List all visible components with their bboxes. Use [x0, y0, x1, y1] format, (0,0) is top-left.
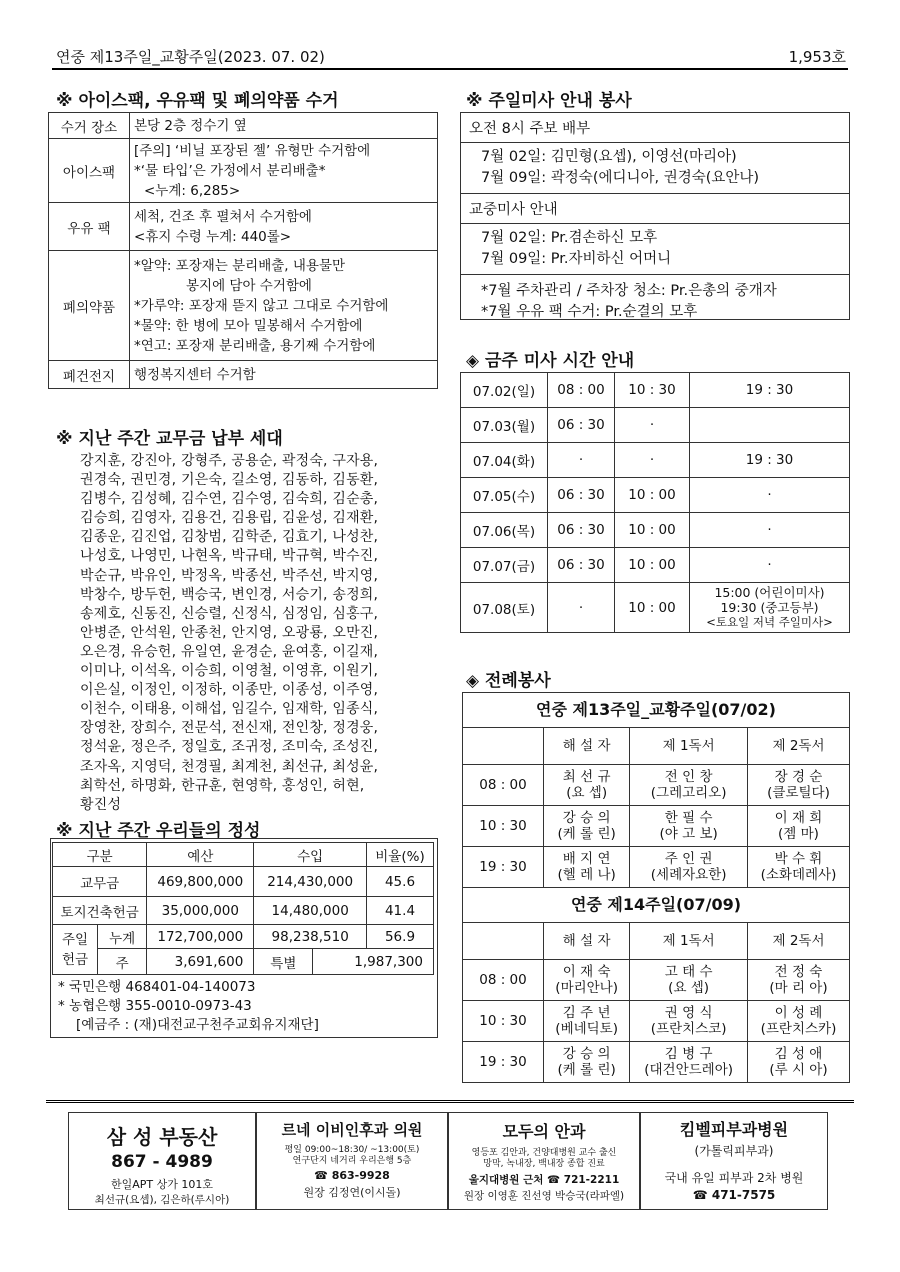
service-notes: *7월 주차관리 / 주차장 청소: Pr.은총의 중개자 *7월 우유 팩 수거: Pr.순결의 모후: [481, 283, 777, 320]
ad-dermatology: 킴벨피부과병원 (가톨릭피부과) 국내 유일 피부과 2차 병원 ☎ 471-7575: [640, 1112, 828, 1210]
recycle-value: 세척, 건조 후 펼쳐서 수거함에 <휴지 수령 누계: 440롤>: [130, 203, 438, 251]
recycle-value: 본당 2층 정수기 옆: [130, 113, 438, 139]
recycle-row: [49, 113, 438, 139]
recycle-row: [49, 361, 438, 389]
liturgy-row: 08 : 00 이 재 숙 (마리안나) 고 태 수 (요 셉) 전 정 숙 (마 리 아): [463, 960, 850, 1001]
finance-row: 교무금 469,800,000 214,430,000 45.6: [53, 867, 434, 897]
liturgy-row: 19 : 30 배 지 연 (헬 레 나) 주 인 권 (세례자요한) 박 수 휘 (소화데레사): [463, 847, 850, 888]
service-box: [460, 112, 850, 320]
mass-row: 07.05(수) 06 : 30 10 : 00 ·: [461, 478, 850, 513]
recycle-key: 폐건전지: [49, 361, 130, 389]
liturgy-table: [462, 692, 850, 1083]
mass-times-title: ◈ 금주 미사 시간 안내: [466, 351, 635, 371]
issue-number: 1,953호: [788, 48, 846, 66]
liturgy-week-caption: 연중 제14주일(07/09): [463, 888, 850, 923]
service-title: ※ 주일미사 안내 봉사: [466, 91, 632, 111]
mass-row: 07.04(화) · · 19 : 30: [461, 443, 850, 478]
mass-row: 07.03(월) 06 : 30 ·: [461, 408, 850, 443]
mass-times-table: [460, 372, 850, 633]
recycle-value: [주의] ‘비닐 포장된 젤’ 유형만 수거함에 *‘물 타입’은 가정에서 분리배출* <누계: 6,285>: [130, 139, 438, 203]
recycle-title: ※ 아이스팩, 우유팩 및 폐의약품 수거: [56, 91, 339, 111]
finance-row: 주일 헌금 누계 172,700,000 98,238,510 56.9: [53, 925, 434, 949]
service-sec1-title: 오전 8시 주보 배부: [461, 113, 849, 143]
liturgy-header-row: 해 설 자 제 1독서 제 2독서: [463, 923, 850, 960]
ads-strip: [68, 1112, 856, 1210]
mass-row: 07.02(일) 08 : 00 10 : 30 19 : 30: [461, 373, 850, 408]
service-sec2-title: 교중미사 안내: [461, 194, 849, 224]
recycle-row: [49, 203, 438, 251]
mass-row-saturday: 07.08(토) · 10 : 00 15:00 (어린이미사) 19:30 (중고등부) <토요일 저녁 주일미사>: [461, 583, 850, 633]
bulletin-title: 연중 제13주일_교황주일(2023. 07. 02): [56, 48, 325, 66]
ads-divider: [46, 1100, 854, 1103]
finance-header-row: 구분 예산 수입 비율(%): [53, 843, 434, 867]
liturgy-week-caption: 연중 제13주일_교황주일(07/02): [463, 693, 850, 728]
page-header: [52, 44, 848, 70]
liturgy-row: 10 : 30 김 주 년 (베네딕토) 권 영 식 (프란치스코) 이 성 례 (프란치스카): [463, 1001, 850, 1042]
liturgy-row: 10 : 30 강 승 의 (케 롤 린) 한 필 수 (야 고 보) 이 재 희 (젬 마): [463, 806, 850, 847]
ad-ent-clinic: 르네 이비인후과 의원 평일 09:00~18:30/ ~13:00(토) 연구단지 네거리 우리은행 5층 ☎ 863-9928 원장 김정연(이시돌): [256, 1112, 448, 1210]
liturgy-header-row: 해 설 자 제 1독서 제 2독서: [463, 728, 850, 765]
ad-eye-clinic: 모두의 안과 영등포 김안과, 건양대병원 교수 출신 망막, 녹내장, 백내장 종합 진료 울지대병원 근처 ☎ 721-2211 원장 이영훈 진선영 박승국(라파엘): [448, 1112, 640, 1210]
bank-info: * 국민은행 468401-04-140073 * 농협은행 355-0010-0973-43 [예금주 : (재)대전교구천주교회유지재단]: [58, 979, 319, 1033]
finance-table: [52, 842, 434, 975]
ad-real-estate: 삼 성 부동산 867 - 4989 한일APT 상가 101호 최선규(요셉), 김은하(루시아): [68, 1112, 256, 1210]
mass-row: 07.07(금) 06 : 30 10 : 00 ·: [461, 548, 850, 583]
recycle-row: [49, 251, 438, 361]
finance-row: 토지건축헌금 35,000,000 14,480,000 41.4: [53, 897, 434, 925]
recycle-key: 우유 팩: [49, 203, 130, 251]
finance-row: 주 3,691,600 특별 1,987,300: [53, 949, 434, 975]
recycle-value: *알약: 포장재는 분리배출, 내용물만 봉지에 담아 수거함에 *가루약: 포장재 뜯지 않고 그대로 수거함에 *물약: 한 병에 모아 밀봉해서 수거함에 *연고: 포장재 분리배출, 용기째 수거함에: [130, 251, 438, 361]
donors-title: ※ 지난 주간 교무금 납부 세대: [56, 429, 283, 449]
mass-row: 07.06(목) 06 : 30 10 : 00 ·: [461, 513, 850, 548]
finance-title: ※ 지난 주간 우리들의 정성: [56, 821, 261, 841]
recycle-table: [48, 112, 438, 389]
liturgy-title: ◈ 전례봉사: [466, 671, 551, 691]
recycle-row: [49, 139, 438, 203]
service-sec2-body: 7월 02일: Pr.겸손하신 모후 7월 09일: Pr.자비하신 어머니: [461, 224, 849, 275]
liturgy-row: 08 : 00 최 선 규 (요 셉) 전 인 창 (그레고리오) 장 경 순 (클로틸다): [463, 765, 850, 806]
donor-list: 강지훈, 강진아, 강형주, 공용순, 곽정숙, 구자용, 권경숙, 권민경, 기은숙, 길소영, 김동하, 김동환, 김병수, 김성혜, 김수연, 김수영, 김숙희, 김순총, 김승희, 김영자, 김용건, 김용립, 김윤성, 김재환, 김종운, 김진업, 김창범, 김학준, 김효기, 나성찬, 나성호, 나영민, 나현옥, 박규태, 박규혁, 박수진, 박순규, 박유인, 박정옥, 박종선, 박주선, 박지영, 박창수, 방두헌, 백승국, 변인경, 서승기, 송정희, 송제호, 신동진, 신승렬, 신정식, 심정임, 심홍구, 안병준, 안석원, 안종천, 안지영, 오광룡, 오만진, 오은경, 유승헌, 유일연, 윤경순, 윤여홍, 이길재, 이미나, 이석옥, 이승희, 이영철, 이영휴, 이원기, 이은실, 이정인, 이정하, 이종만, 이종성, 이주영, 이천수, 이태용, 이해섭, 임길수, 임재학, 임종식, 장영찬, 장희수, 전문석, 전신재, 전인창, 정경웅, 정석윤, 정은주, 정일호, 조귀정, 조미숙, 조성진, 조자옥, 지영덕, 천경필, 최계천, 최선규, 최성윤, 최학선, 하명화, 한규훈, 현영학, 홍성인, 허현, 황진성: [80, 453, 379, 813]
recycle-value: 행정복지센터 수거함: [130, 361, 438, 389]
recycle-key: 아이스팩: [49, 139, 130, 203]
recycle-key: 폐의약품: [49, 251, 130, 361]
service-sec1-body: 7월 02일: 김민형(요셉), 이영선(마리아) 7월 09일: 곽정숙(에디니아, 권경숙(요안나): [461, 143, 849, 194]
recycle-key: 수거 장소: [49, 113, 130, 139]
liturgy-row: 19 : 30 강 승 의 (케 롤 린) 김 병 구 (대건안드레아) 김 성 애 (루 시 아): [463, 1042, 850, 1083]
